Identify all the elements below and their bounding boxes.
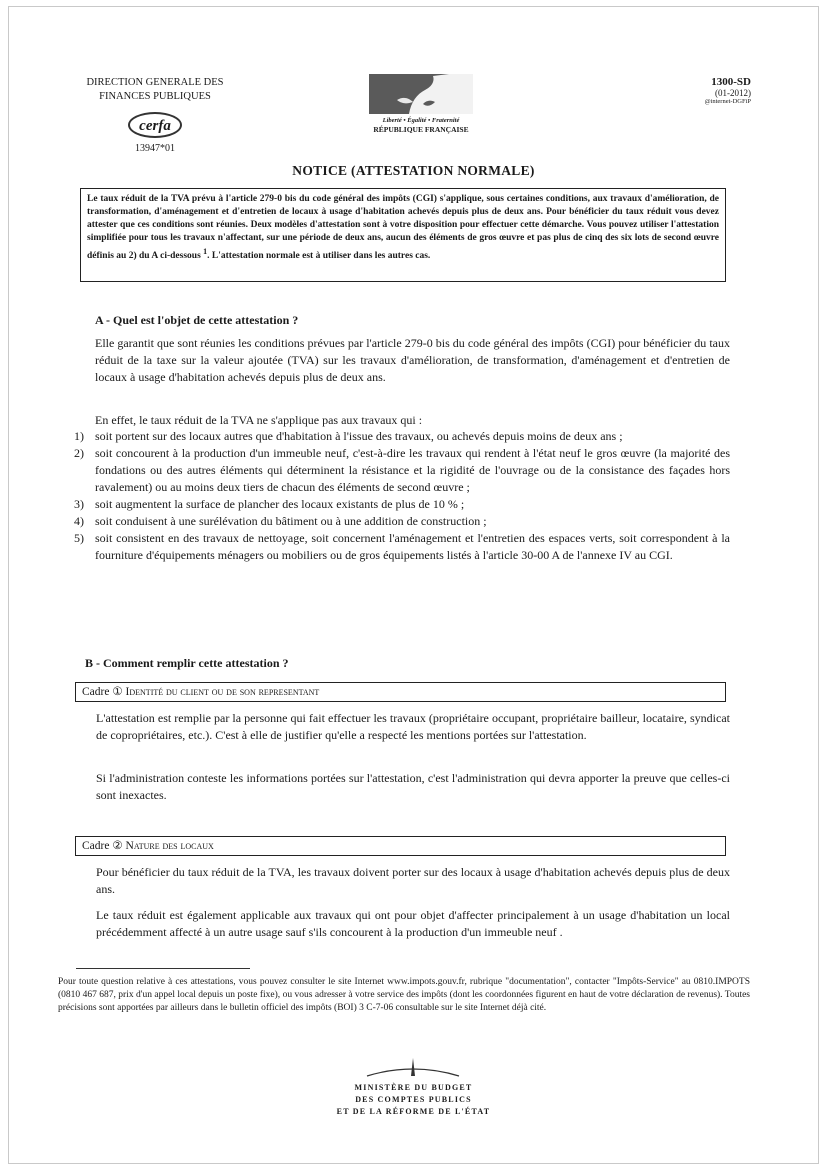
list-item: 5) soit consistent en des travaux de nettoyage, soit concernent l'aménagement et l'entretien des espaces verts, soit correspondent à la fourniture d'équipements ménagers ou mobiliers ou de gros équipements listés à l'article 30-00 A de l'annexe IV au CGI.	[74, 531, 730, 562]
issuer-block	[60, 76, 250, 156]
cerfa-logo: cerfa	[128, 112, 182, 138]
org-line-1: DIRECTION GENERALE DES	[86, 77, 224, 88]
list-item: 1) soit portent sur des locaux autres que d'habitation à l'issue des travaux, ou achevés depuis moins de deux ans ;	[74, 429, 623, 443]
republic-name: RÉPUBLIQUE FRANÇAISE	[373, 125, 469, 134]
republic-motto: Liberté • Égalité • Fraternité	[382, 117, 460, 124]
list-item: 2) soit concourent à la production d'un immeuble neuf, c'est-à-dire les travaux qui rendent à l'état neuf le gros œuvre (la majorité des fondations ou des autres éléments qui déterminent la résistance et la rigidité de l'ouvrage ou de la consistance des façades hors ravalement) ou au moins deux tiers de chacun des éléments de second œuvre ;	[74, 446, 730, 494]
org-line-2: FINANCES PUBLIQUES	[99, 91, 211, 102]
cadre-2-para-2: Le taux réduit est également applicable aux travaux qui ont pour objet d'affecter principalement à un usage d'habitation un local précédemment affecté à un autre usage sauf s'ils concourent à la production d'un immeuble neuf .	[96, 908, 730, 939]
form-source: @internet-DGFiP	[704, 98, 751, 105]
ministry-line-1: MINISTÈRE DU BUDGET	[354, 1083, 473, 1092]
cerfa-number: 13947*01	[135, 143, 175, 154]
section-b-heading: B - Comment remplir cette attestation ?	[85, 656, 289, 670]
page-title: NOTICE (ATTESTATION NORMALE)	[292, 163, 535, 178]
list-item: 4) soit conduisent à une surélévation du bâtiment ou à une addition de construction ;	[74, 514, 487, 528]
cadre-2-label: Nature des locaux	[125, 840, 214, 852]
exclusion-list	[74, 428, 730, 564]
footnote-ref[interactable]: 1	[203, 247, 208, 256]
footnote-divider	[76, 968, 250, 969]
ministry-line-3: ET DE LA RÉFORME DE L'ÉTAT	[336, 1107, 491, 1116]
form-date: (01-2012)	[715, 88, 751, 98]
republic-logo-block	[362, 74, 480, 134]
section-a-heading: A - Quel est l'objet de cette attestation ?	[95, 313, 299, 327]
cadre-1-header: Cadre ① Identité du client ou de son representant	[75, 682, 726, 702]
intro-tail: . L'attestation normale est à utiliser dans les autres cas.	[207, 251, 431, 262]
intro-text: Le taux réduit de la TVA prévu à l'article 279-0 bis du code général des impôts (CGI) s'applique, sous certaines conditions, aux travaux d'amélioration, de transformation, d'aménagement et d'entretien de locaux à usage d'habitation achevés depuis plus de deux ans. Pour bénéficier du taux réduit vous devez attester que ces conditions sont réunies. Deux modèles d'attestation sont à votre disposition pour effectuer cette démarche. Vous pouvez utiliser l'attestation simplifiée pour tous les travaux n'affectant, sur une période de deux ans, aucun des éléments de gros œuvre et pas plus de cinq des six lots de second œuvre définis au 2) du A ci-dessous	[87, 194, 719, 262]
section-a-para-2: En effet, le taux réduit de la TVA ne s'applique pas aux travaux qui :	[95, 413, 423, 427]
ministry-line-2: DES COMPTES PUBLICS	[355, 1095, 472, 1104]
form-reference	[705, 76, 751, 105]
ministry-arc-icon	[363, 1056, 463, 1083]
footnote-text: Pour toute question relative à ces attestations, vous pouvez consulter le site Internet www.impots.gouv.fr, rubrique "documentation", contacter "Impôts-Service" au 0810.IMPOTS (0810 467 687, prix d'un appel local depuis un poste fixe), ou vous adresser à votre service des impôts (dont les coordonnées figurent en haut de votre déclaration de revenus). Toutes précisions sont apportées par ailleurs dans le bulletin officiel des impôts (BOI) 3 C-7-06 consultable sur le site Internet déjà cité.	[58, 977, 750, 1013]
intro-box	[80, 188, 726, 282]
cadre-2-header: Cadre ② Nature des locaux	[75, 836, 726, 856]
cadre-1-para-2: Si l'administration conteste les informations portées sur l'attestation, c'est l'administration qui devra apporter la preuve que celles-ci sont inexactes.	[96, 771, 730, 802]
cadre-1-label: Identité du client ou de son representant	[125, 686, 320, 698]
ministry-signature	[0, 1082, 827, 1118]
list-item: 3) soit augmentent la surface de plancher des locaux existants de plus de 10 % ;	[74, 497, 465, 511]
marianne-logo-icon	[369, 74, 473, 114]
section-a-para-1: Elle garantit que sont réunies les conditions prévues par l'article 279-0 bis du code général des impôts (CGI) pour bénéficier du taux réduit de la taxe sur la valeur ajoutée (TVA) sur les travaux d'amélioration, de transformation, d'aménagement et d'entretien de locaux à usage d'habitation achevés depuis plus de deux ans.	[95, 336, 730, 384]
cadre-1-para-1: L'attestation est remplie par la personne qui fait effectuer les travaux (propriétaire occupant, propriétaire bailleur, locataire, syndicat de copropriétaires, etc.). C'est à elle de justifier qu'elle a respecté les mentions portées sur l'attestation.	[96, 711, 730, 742]
form-id: 1300-SD	[711, 76, 751, 88]
cadre-2-para-1: Pour bénéficier du taux réduit de la TVA, les travaux doivent porter sur des locaux à usage d'habitation achevés depuis plus de deux ans.	[96, 865, 730, 896]
